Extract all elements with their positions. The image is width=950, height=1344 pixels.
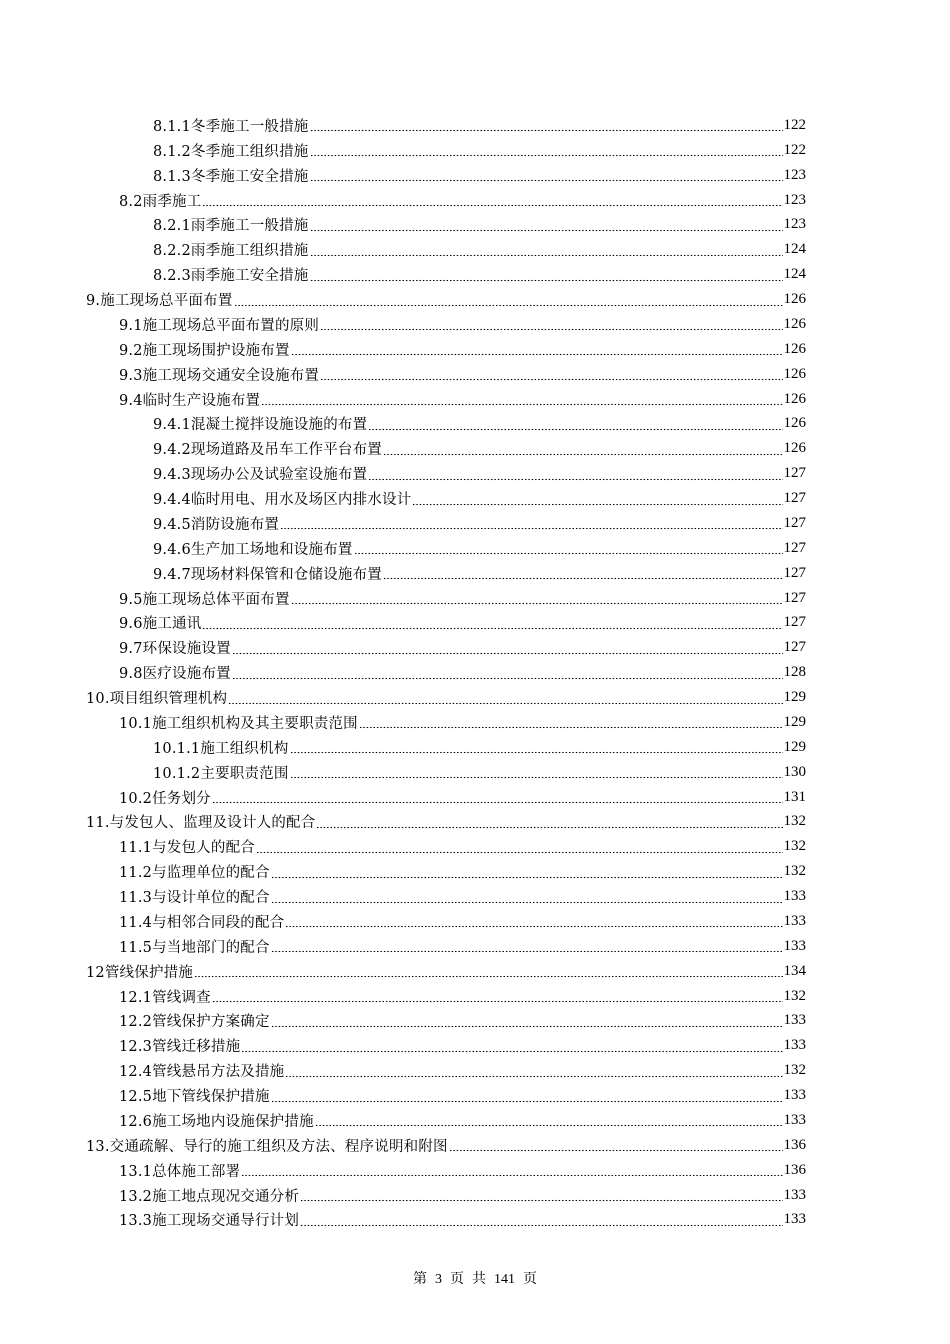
toc-entry[interactable] <box>0 561 950 586</box>
toc-entry-page-number: 127 <box>783 564 806 581</box>
toc-entry[interactable] <box>0 362 950 387</box>
toc-entry-page-number: 122 <box>783 141 806 158</box>
toc-entry-page-number: 136 <box>783 1161 806 1178</box>
toc-dot-leader <box>271 1014 783 1028</box>
toc-dot-leader <box>368 417 782 431</box>
toc-entry[interactable] <box>0 1183 950 1208</box>
toc-dot-leader <box>271 890 783 904</box>
toc-dot-leader <box>212 790 783 804</box>
toc-dot-leader <box>383 566 783 580</box>
toc-entry-title: 8.1.2冬季施工组织措施 <box>153 143 309 160</box>
toc-entry[interactable] <box>0 1108 950 1133</box>
toc-dot-leader <box>241 1039 782 1053</box>
toc-entry-title: 9.8医疗设施布置 <box>119 666 231 683</box>
toc-entry[interactable] <box>0 660 950 685</box>
toc-entry[interactable] <box>0 1158 950 1183</box>
toc-dot-leader <box>316 815 782 829</box>
toc-dot-leader <box>320 367 782 381</box>
toc-entry[interactable] <box>0 834 950 859</box>
toc-entry-title: 8.2雨季施工 <box>119 193 202 210</box>
toc-entry[interactable] <box>0 188 950 213</box>
toc-entry[interactable] <box>0 511 950 536</box>
toc-entry-page-number: 127 <box>783 490 806 507</box>
toc-dot-leader <box>256 840 783 854</box>
toc-entry-page-number: 127 <box>783 514 806 531</box>
footer-suffix: 页 <box>523 1272 537 1287</box>
toc-entry-page-number: 129 <box>783 689 806 706</box>
toc-entry-page-number: 129 <box>783 738 806 755</box>
toc-entry-title: 9.2施工现场围护设施布置 <box>119 342 290 359</box>
toc-entry-page-number: 124 <box>783 266 806 283</box>
toc-entry[interactable] <box>0 237 950 262</box>
footer-total-pages: 141 <box>494 1272 515 1287</box>
toc-entry-page-number: 133 <box>783 912 806 929</box>
toc-dot-leader <box>310 168 783 182</box>
toc-entry-title: 11.1与发包人的配合 <box>119 840 255 857</box>
toc-dot-leader <box>285 914 782 928</box>
toc-entry-title: 9.施工现场总平面布置 <box>86 293 233 310</box>
toc-dot-leader <box>232 641 783 655</box>
toc-entry-page-number: 132 <box>783 987 806 1004</box>
toc-entry-title: 13.2施工地点现况交通分析 <box>119 1188 300 1205</box>
toc-dot-leader <box>300 1213 782 1227</box>
toc-entry[interactable] <box>0 387 950 412</box>
toc-entry-page-number: 130 <box>783 763 806 780</box>
toc-entry[interactable] <box>0 735 950 760</box>
toc-entry-page-number: 133 <box>783 937 806 954</box>
toc-entry-title: 12.1管线调查 <box>119 989 211 1006</box>
toc-entry-title: 12.4管线悬吊方法及措施 <box>119 1064 285 1081</box>
toc-entry-title: 11.3与设计单位的配合 <box>119 890 270 907</box>
toc-entry-title: 9.6施工通讯 <box>119 616 202 633</box>
toc-dot-leader <box>212 989 783 1003</box>
toc-dot-leader <box>310 118 783 132</box>
toc-dot-leader <box>310 268 783 282</box>
toc-dot-leader <box>261 392 782 406</box>
toc-entry[interactable] <box>0 586 950 611</box>
toc-dot-leader <box>449 1138 783 1152</box>
toc-entry-title: 10.项目组织管理机构 <box>86 691 228 708</box>
toc-entry-title: 13.交通疏解、导行的施工组织及方法、程序说明和附图 <box>86 1138 448 1155</box>
toc-entry[interactable] <box>0 959 950 984</box>
toc-entry[interactable] <box>0 163 950 188</box>
toc-entry-title: 9.4临时生产设施布置 <box>119 392 261 409</box>
toc-dot-leader <box>280 516 782 530</box>
toc-entry-title: 9.3施工现场交通安全设施布置 <box>119 367 320 384</box>
toc-entry-title: 9.1施工现场总平面布置的原则 <box>119 317 320 334</box>
toc-dot-leader <box>300 1188 782 1202</box>
toc-entry[interactable] <box>0 810 950 835</box>
toc-entry-page-number: 133 <box>783 1111 806 1128</box>
toc-dot-leader <box>194 964 782 978</box>
footer-page-word: 页 <box>450 1272 464 1287</box>
toc-entry-page-number: 132 <box>783 813 806 830</box>
toc-entry-title: 8.2.1雨季施工一般措施 <box>153 218 309 235</box>
table-of-contents <box>0 113 950 1232</box>
toc-entry-page-number: 133 <box>783 888 806 905</box>
toc-entry-title: 10.1.2主要职责范围 <box>153 765 289 782</box>
toc-entry[interactable] <box>0 611 950 636</box>
toc-entry-page-number: 132 <box>783 838 806 855</box>
toc-entry[interactable] <box>0 536 950 561</box>
toc-entry[interactable] <box>0 436 950 461</box>
toc-dot-leader <box>354 541 783 555</box>
toc-entry-title: 11.2与监理单位的配合 <box>119 865 270 882</box>
toc-entry-page-number: 127 <box>783 539 806 556</box>
toc-dot-leader <box>383 442 783 456</box>
toc-entry-title: 8.2.3雨季施工安全措施 <box>153 268 309 285</box>
toc-entry-title: 9.4.7现场材料保管和仓储设施布置 <box>153 566 382 583</box>
toc-entry-page-number: 133 <box>783 1012 806 1029</box>
toc-entry-page-number: 127 <box>783 614 806 631</box>
toc-entry-title: 9.4.1混凝土搅拌设施设施的布置 <box>153 417 368 434</box>
toc-dot-leader <box>241 1163 782 1177</box>
toc-entry[interactable] <box>0 337 950 362</box>
toc-entry[interactable] <box>0 710 950 735</box>
toc-entry-title: 10.1施工组织机构及其主要职责范围 <box>119 715 358 732</box>
toc-entry[interactable] <box>0 760 950 785</box>
toc-entry-title: 13.1总体施工部署 <box>119 1163 241 1180</box>
toc-entry[interactable] <box>0 1058 950 1083</box>
toc-entry-title: 13.3施工现场交通导行计划 <box>119 1213 300 1230</box>
toc-entry-page-number: 126 <box>783 340 806 357</box>
toc-dot-leader <box>228 691 782 705</box>
toc-entry[interactable] <box>0 461 950 486</box>
page-footer <box>0 1268 950 1288</box>
toc-entry[interactable] <box>0 412 950 437</box>
toc-entry-title: 8.1.3冬季施工安全措施 <box>153 168 309 185</box>
toc-entry[interactable] <box>0 138 950 163</box>
toc-dot-leader <box>202 193 782 207</box>
toc-dot-leader <box>290 740 783 754</box>
toc-entry[interactable] <box>0 635 950 660</box>
toc-entry-page-number: 127 <box>783 589 806 606</box>
toc-entry-title: 9.7环保设施设置 <box>119 641 231 658</box>
toc-entry[interactable] <box>0 685 950 710</box>
toc-entry-page-number: 136 <box>783 1136 806 1153</box>
toc-entry-title: 11.与发包人、监理及设计人的配合 <box>86 815 316 832</box>
toc-entry[interactable] <box>0 934 950 959</box>
toc-dot-leader <box>271 939 783 953</box>
toc-entry[interactable] <box>0 859 950 884</box>
toc-entry[interactable] <box>0 1083 950 1108</box>
toc-entry-title: 9.4.3现场办公及试验室设施布置 <box>153 467 368 484</box>
toc-entry-page-number: 131 <box>783 788 806 805</box>
toc-entry[interactable] <box>0 1208 950 1233</box>
toc-dot-leader <box>232 666 783 680</box>
toc-entry-page-number: 123 <box>783 216 806 233</box>
toc-entry[interactable] <box>0 113 950 138</box>
toc-entry[interactable] <box>0 1133 950 1158</box>
toc-entry-title: 8.2.2雨季施工组织措施 <box>153 243 309 260</box>
toc-dot-leader <box>310 243 783 257</box>
toc-dot-leader <box>320 317 782 331</box>
toc-entry-page-number: 127 <box>783 465 806 482</box>
toc-entry[interactable] <box>0 262 950 287</box>
toc-entry[interactable] <box>0 1009 950 1034</box>
toc-entry[interactable] <box>0 984 950 1009</box>
toc-dot-leader <box>310 143 783 157</box>
toc-entry-title: 11.5与当地部门的配合 <box>119 939 270 956</box>
toc-entry-page-number: 123 <box>783 191 806 208</box>
toc-entry-page-number: 124 <box>783 241 806 258</box>
toc-dot-leader <box>359 715 783 729</box>
toc-entry-title: 8.1.1冬季施工一般措施 <box>153 118 309 135</box>
toc-dot-leader <box>285 1064 782 1078</box>
footer-current-page: 3 <box>435 1272 442 1287</box>
toc-entry-page-number: 126 <box>783 440 806 457</box>
toc-entry-title: 9.4.5消防设施布置 <box>153 516 280 533</box>
toc-entry[interactable] <box>0 213 950 238</box>
toc-entry-page-number: 133 <box>783 1211 806 1228</box>
toc-entry-page-number: 132 <box>783 1062 806 1079</box>
toc-entry-page-number: 126 <box>783 390 806 407</box>
toc-entry-title: 12.5地下管线保护措施 <box>119 1089 270 1106</box>
toc-entry-title: 12管线保护措施 <box>86 964 194 981</box>
toc-entry-title: 11.4与相邻合同段的配合 <box>119 914 285 931</box>
toc-entry-page-number: 129 <box>783 713 806 730</box>
toc-dot-leader <box>202 616 782 630</box>
toc-dot-leader <box>291 591 783 605</box>
toc-entry-title: 10.1.1施工组织机构 <box>153 740 289 757</box>
toc-entry-page-number: 133 <box>783 1037 806 1054</box>
toc-entry-page-number: 127 <box>783 639 806 656</box>
toc-entry[interactable] <box>0 486 950 511</box>
toc-entry-title: 9.5施工现场总体平面布置 <box>119 591 290 608</box>
footer-prefix: 第 <box>413 1272 427 1287</box>
toc-entry-page-number: 128 <box>783 664 806 681</box>
toc-dot-leader <box>234 293 783 307</box>
toc-dot-leader <box>291 342 783 356</box>
toc-entry[interactable] <box>0 312 950 337</box>
toc-dot-leader <box>271 1089 783 1103</box>
toc-dot-leader <box>271 865 783 879</box>
toc-entry-title: 12.2管线保护方案确定 <box>119 1014 270 1031</box>
toc-entry-page-number: 126 <box>783 415 806 432</box>
toc-entry[interactable] <box>0 909 950 934</box>
toc-entry-page-number: 133 <box>783 1186 806 1203</box>
toc-entry-title: 9.4.2现场道路及吊车工作平台布置 <box>153 442 382 459</box>
toc-dot-leader <box>412 492 782 506</box>
footer-total-prefix: 共 <box>472 1272 486 1287</box>
toc-entry[interactable] <box>0 1033 950 1058</box>
toc-entry-page-number: 132 <box>783 863 806 880</box>
toc-entry-title: 9.4.6生产加工场地和设施布置 <box>153 541 353 558</box>
toc-dot-leader <box>290 765 783 779</box>
toc-entry-page-number: 126 <box>783 291 806 308</box>
toc-dot-leader <box>368 467 782 481</box>
toc-entry-page-number: 134 <box>783 962 806 979</box>
toc-entry-title: 12.6施工场地内设施保护措施 <box>119 1113 314 1130</box>
toc-entry-title: 12.3管线迁移措施 <box>119 1039 241 1056</box>
toc-entry[interactable] <box>0 287 950 312</box>
toc-entry-page-number: 123 <box>783 166 806 183</box>
toc-entry[interactable] <box>0 884 950 909</box>
toc-dot-leader <box>315 1113 783 1127</box>
toc-entry-page-number: 122 <box>783 116 806 133</box>
toc-entry-page-number: 126 <box>783 315 806 332</box>
toc-entry-page-number: 126 <box>783 365 806 382</box>
toc-entry-title: 10.2任务划分 <box>119 790 211 807</box>
toc-entry-page-number: 133 <box>783 1087 806 1104</box>
toc-entry-title: 9.4.4临时用电、用水及场区内排水设计 <box>153 492 412 509</box>
toc-entry[interactable] <box>0 785 950 810</box>
toc-dot-leader <box>310 218 783 232</box>
